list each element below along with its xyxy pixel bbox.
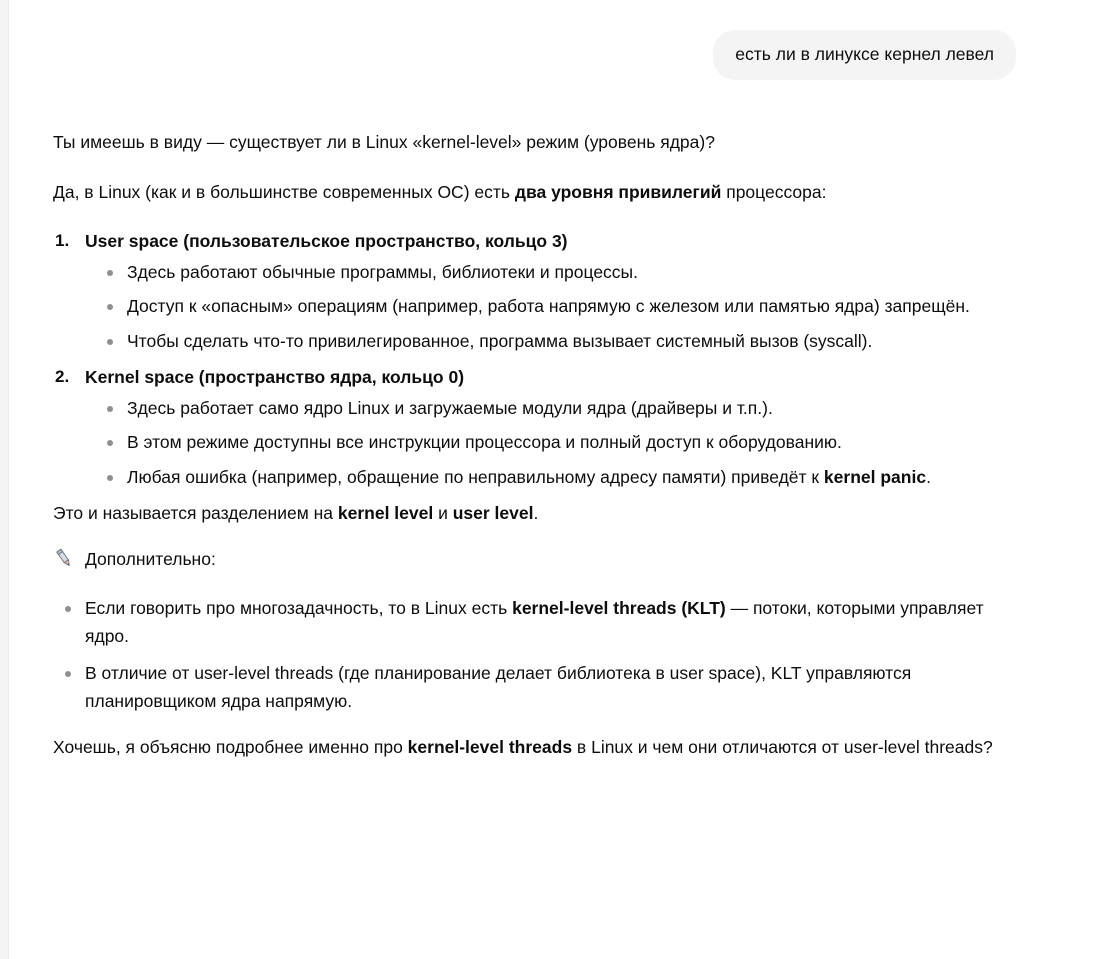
- intro-2-suffix: процессора:: [721, 181, 827, 202]
- list-item: Доступ к «опасным» операциям (например, работа напрямую с железом или памятью ядра) запрещён.: [127, 292, 1011, 320]
- list-item: В этом режиме доступны все инструкции процессора и полный доступ к оборудованию.: [127, 428, 1011, 456]
- user-space-points: [85, 258, 1011, 355]
- privilege-levels-list: [53, 227, 1011, 491]
- list-item: Чтобы сделать что-то привилегированное, программа вызывает системный вызов (syscall).: [127, 327, 1011, 355]
- assistant-paragraph-intro-2: [53, 178, 1011, 206]
- user-message-bubble: есть ли в линуксе кернел левел: [713, 30, 1016, 80]
- klt-prefix: Если говорить про многозадачность, то в Linux есть: [85, 597, 513, 618]
- kernel-space-points: [85, 394, 1011, 491]
- list-item: [127, 463, 1011, 491]
- closing-bold: kernel-level threads: [407, 737, 573, 758]
- klt-suffix: — потоки, которыми управляет ядро.: [85, 597, 984, 647]
- kernel-panic-bold: kernel panic: [823, 466, 927, 487]
- list-item-heading: Kernel space (пространство ядра, кольцо 0): [85, 367, 465, 388]
- list-item: [85, 594, 1011, 651]
- assistant-paragraph-summary: [53, 499, 1011, 527]
- conversation-thread: [8, 0, 1111, 959]
- closing-suffix: в Linux и чем они отличаются от user-level threads?: [572, 737, 993, 758]
- list-item: [55, 227, 1011, 355]
- summary-suffix: .: [533, 503, 539, 524]
- pencil-icon: [53, 546, 75, 570]
- list-item: В отличие от user-level threads (где планирование делает библиотека в user space), KLT управляются планировщиком ядра напрямую.: [85, 659, 1011, 716]
- assistant-paragraph-closing: [53, 733, 1011, 761]
- list-item: [55, 363, 1011, 491]
- klt-bold: kernel-level threads (KLT): [512, 597, 726, 618]
- additional-note-heading: [53, 545, 1011, 573]
- closing-prefix: Хочешь, я объясню подробнее именно про: [53, 737, 408, 758]
- summary-middle: и: [433, 503, 453, 524]
- kernel-panic-suffix: .: [926, 466, 931, 487]
- list-item-number: 2.: [55, 367, 70, 387]
- intro-2-bold: два уровня привилегий: [514, 181, 722, 202]
- list-item: Здесь работает само ядро Linux и загружаемые модули ядра (драйверы и т.п.).: [127, 394, 1011, 422]
- additional-note-points: [53, 594, 1011, 715]
- additional-note-label: Дополнительно:: [85, 549, 216, 570]
- intro-2-prefix: Да, в Linux (как и в большинстве современных ОС) есть: [53, 181, 515, 202]
- summary-bold-kernel-level: kernel level: [337, 503, 434, 524]
- assistant-message: [8, 80, 1111, 761]
- user-message-row: [8, 0, 1111, 80]
- list-item-number: 1.: [55, 231, 70, 251]
- summary-prefix: Это и называется разделением на: [53, 503, 338, 524]
- assistant-paragraph-intro-1: Ты имеешь в виду — существует ли в Linux «kernel-level» режим (уровень ядра)?: [53, 132, 715, 153]
- list-item: Здесь работают обычные программы, библиотеки и процессы.: [127, 258, 1011, 286]
- summary-bold-user-level: user level: [452, 503, 534, 524]
- kernel-panic-prefix: Любая ошибка (например, обращение по неправильному адресу памяти) приведёт к: [127, 466, 824, 487]
- list-item-heading: User space (пользовательское пространство, кольцо 3): [85, 231, 568, 252]
